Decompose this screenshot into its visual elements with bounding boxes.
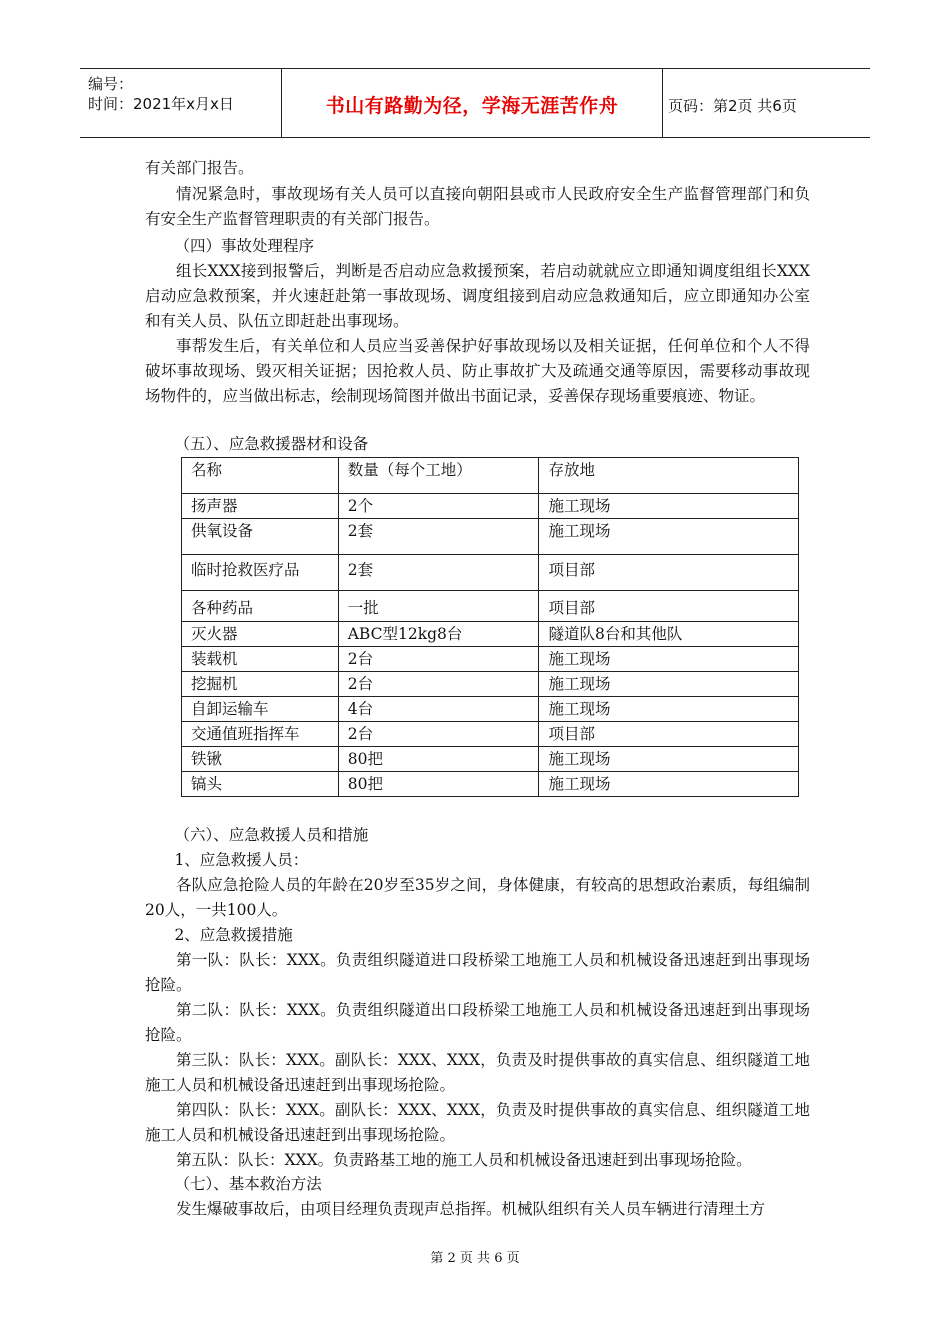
header-left-cell <box>80 69 281 137</box>
table-cell: 灭火器 <box>182 622 339 647</box>
table-cell: 自卸运输车 <box>182 697 339 722</box>
table-row <box>182 772 799 797</box>
table-cell: 供氧设备 <box>182 519 339 555</box>
table-row <box>182 591 799 622</box>
table-cell: 2台 <box>338 722 539 747</box>
table-cell: 2台 <box>338 672 539 697</box>
table-cell: ABC型12kg8台 <box>338 622 539 647</box>
table-cell: 装载机 <box>182 647 339 672</box>
table-header-cell: 存放地 <box>539 458 799 494</box>
paragraph-team-1: 第一队：队长：XXX。负责组织隧道进口段桥梁工地施工人员和机械设备迅速赶到出事现场抢险。 <box>145 951 810 994</box>
paragraph-personnel: 各队应急抢险人员的年龄在20岁至35岁之间，身体健康，有较高的思想政治素质，每组编制20人，一共100人。 <box>145 876 810 919</box>
table-cell: 2套 <box>338 519 539 555</box>
paragraph-team-5: 第五队：队长：XXX。负责路基工地的施工人员和机械设备迅速赶到出事现场抢险。 <box>176 1151 752 1169</box>
table-cell: 镐头 <box>182 772 339 797</box>
table-cell: 2台 <box>338 647 539 672</box>
table-cell: 铁锹 <box>182 747 339 772</box>
table-cell: 一批 <box>338 591 539 622</box>
table-cell: 临时抢救医疗品 <box>182 555 339 591</box>
table-cell: 施工现场 <box>539 494 799 519</box>
header-page-cell <box>662 69 870 137</box>
table-row <box>182 722 799 747</box>
table-row <box>182 747 799 772</box>
document-number-label: 编号： <box>88 75 134 93</box>
heading-treatment-methods: （七）、基本救治方法 <box>174 1175 322 1193</box>
table-row <box>182 697 799 722</box>
table-cell: 2套 <box>338 555 539 591</box>
table-row <box>182 672 799 697</box>
table-cell: 项目部 <box>539 555 799 591</box>
equipment-table <box>181 457 799 797</box>
table-cell: 交通值班指挥车 <box>182 722 339 747</box>
table-row <box>182 622 799 647</box>
paragraph-report-end: 有关部门报告。 <box>145 159 254 177</box>
table-cell: 施工现场 <box>539 519 799 555</box>
table-row <box>182 494 799 519</box>
subheading-rescue-personnel: 1、应急救援人员： <box>174 851 309 869</box>
table-cell: 施工现场 <box>539 672 799 697</box>
paragraph-procedure: 组长XXX接到报警后，判断是否启动应急救援预案，若启动就就应立即通知调度组组长XXX启动应急救预案，并火速赶赴第一事故现场、调度组接到启动应急救通知后，应立即通知办公室和有关人员、队伍立即赶赴出事现场。 <box>145 262 810 330</box>
subheading-rescue-measures: 2、应急救援措施 <box>174 926 293 944</box>
paragraph-team-4: 第四队：队长：XXX。副队长：XXX、XXX，负责及时提供事故的真实信息、组织隧道工地施工人员和机械设备迅速赶到出事现场抢险。 <box>145 1101 810 1144</box>
table-cell: 施工现场 <box>539 647 799 672</box>
table-row <box>182 555 799 591</box>
table-cell: 4台 <box>338 697 539 722</box>
table-row <box>182 647 799 672</box>
table-header-row <box>182 458 799 494</box>
table-cell: 施工现场 <box>539 772 799 797</box>
header-motto-cell <box>281 69 663 137</box>
paragraph-team-3: 第三队：队长：XXX。副队长：XXX、XXX，负责及时提供事故的真实信息、组织隧道工地施工人员和机械设备迅速赶到出事现场抢险。 <box>145 1051 810 1094</box>
table-cell: 施工现场 <box>539 747 799 772</box>
table-cell: 项目部 <box>539 722 799 747</box>
paragraph-emergency-report: 情况紧急时，事故现场有关人员可以直接向朝阳县或市人民政府安全生产监督管理部门和负有安全生产监督管理职责的有关部门报告。 <box>145 185 810 228</box>
page-header <box>80 68 870 138</box>
table-cell: 隧道队8台和其他队 <box>539 622 799 647</box>
page-footer: 第 2 页 共 6 页 <box>430 1251 520 1266</box>
table-header-cell: 名称 <box>182 458 339 494</box>
heading-accident-procedure: （四）事故处理程序 <box>174 237 314 255</box>
table-cell: 挖掘机 <box>182 672 339 697</box>
paragraph-treatment: 发生爆破事故后，由项目经理负责现声总指挥。机械队组织有关人员车辆进行清理土方 <box>176 1200 766 1218</box>
table-cell: 80把 <box>338 772 539 797</box>
table-cell: 施工现场 <box>539 697 799 722</box>
table-row <box>182 519 799 555</box>
paragraph-team-2: 第二队：队长：XXX。负责组织隧道出口段桥梁工地施工人员和机械设备迅速赶到出事现场抢险。 <box>145 1001 810 1044</box>
paragraph-scene-protection: 事帮发生后，有关单位和人员应当妥善保护好事故现场以及相关证据，任何单位和个人不得破坏事故现场、毁灭相关证据；因抢救人员、防止事故扩大及疏通交通等原因，需要移动事故现场物件的，应当做出标志，绘制现场简图并做出书面记录，妥善保存现场重要痕迹、物证。 <box>145 337 810 405</box>
table-cell: 扬声器 <box>182 494 339 519</box>
table-cell: 项目部 <box>539 591 799 622</box>
table-header-cell: 数量（每个工地） <box>338 458 539 494</box>
document-time-label: 时间：2021年x月x日 <box>88 95 234 113</box>
header-page-info: 页码：第2页 共6页 <box>668 97 797 115</box>
table-cell: 2个 <box>338 494 539 519</box>
table-cell: 各种药品 <box>182 591 339 622</box>
header-motto: 书山有路勤为径，学海无涯苦作舟 <box>325 95 619 117</box>
table-cell: 80把 <box>338 747 539 772</box>
heading-rescue-personnel: （六）、应急救援人员和措施 <box>174 826 369 844</box>
heading-equipment: （五）、应急救援器材和设备 <box>174 435 369 453</box>
